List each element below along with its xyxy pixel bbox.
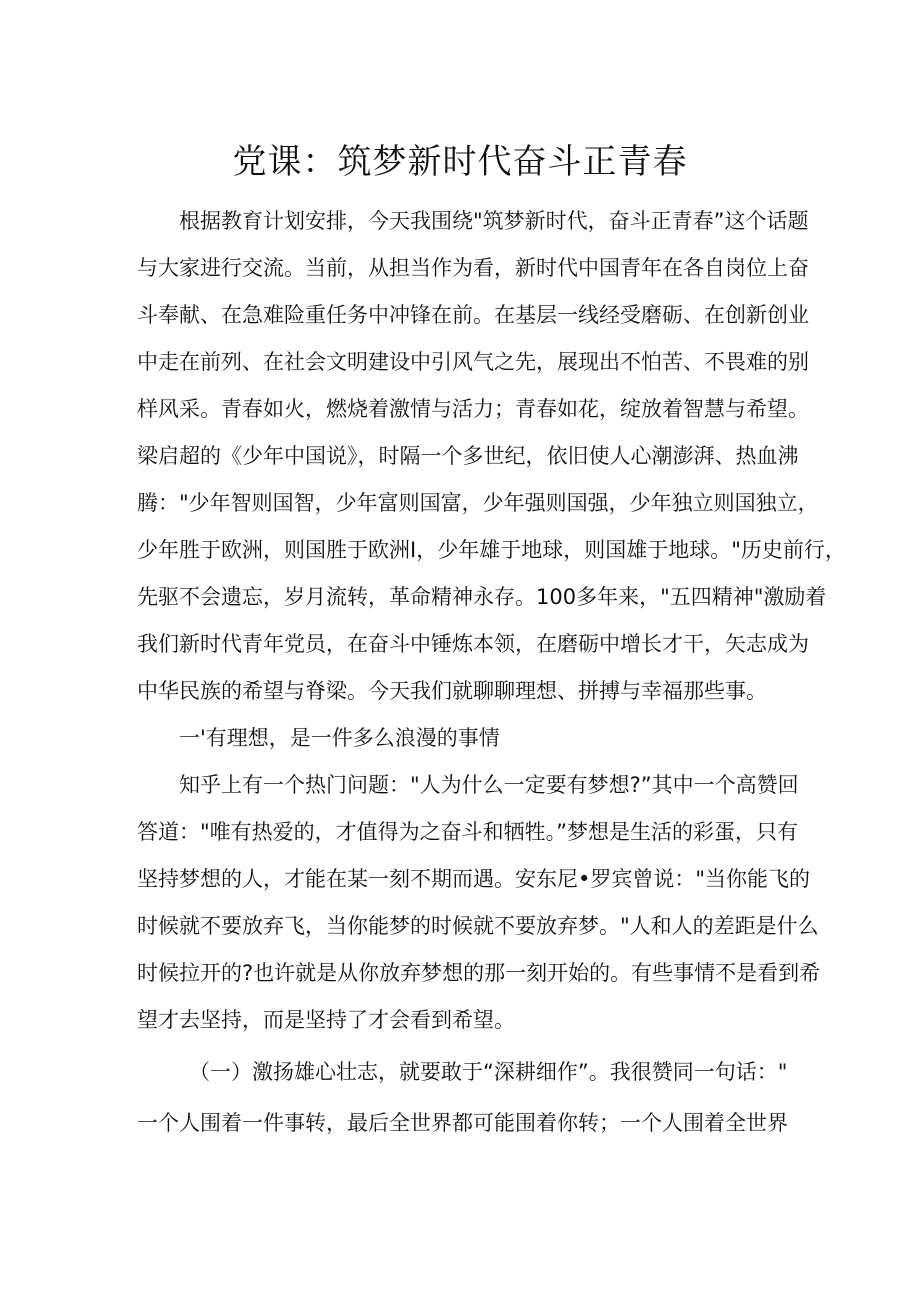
document-body (137, 198, 846, 1147)
text-line: 时候拉开的?也许就是从你放弃梦想的那一刻开始的。有些事情不是看到希 (137, 961, 821, 985)
document-title: 党课：筑梦新时代奋斗正青春 (232, 142, 688, 182)
text-line: 斗奉献、在急难险重任务中冲锋在前。在基层一线经受磨砺、在创新创业 (137, 303, 809, 327)
text-line: 望才去坚持，而是坚持了才会看到希望。 (137, 1008, 515, 1032)
text-line: 一个人围着一件事转，最后全世界都可能围着你转；一个人围着全世界 (137, 1111, 788, 1135)
section-heading (137, 715, 785, 762)
text-line: （一）激扬雄心壮志，就要敢于“深耕细作”。我很赞同一句话：" (189, 1060, 788, 1084)
heading-line: 一'有理想，是一件多么浪漫的事情 (179, 726, 500, 750)
text-line: 知乎上有一个热门问题："人为什么一定要有梦想?”其中一个高赞回 (179, 773, 799, 797)
text-line: 坚持梦想的人，才能在某一刻不期而遇。安东尼•罗宾曾说："当你能飞的 (137, 867, 811, 891)
text-line: 样风采。青春如火，燃烧着激情与活力；青春如花，绽放着智慧与希望。 (137, 397, 809, 421)
paragraph-intro (137, 198, 846, 715)
text-line: 少年胜于欧洲，则国胜于欧洲I，少年雄于地球，则国雄于地球。"历史前行， (137, 538, 846, 562)
text-line: 与大家进行交流。当前，从担当作为看，新时代中国青年在各自岗位上奋 (137, 256, 809, 280)
paragraph-zhihu (137, 762, 821, 1044)
text-line: 中走在前列、在社会文明建设中引风气之先，展现出不怕苦、不畏难的别 (137, 350, 809, 374)
text-line: 根据教育计划安排，今天我围绕"筑梦新时代，奋斗正青春”这个话题 (179, 209, 809, 233)
text-line: 时候就不要放弃飞，当你能梦的时候就不要放弃梦。"人和人的差距是什么 (137, 914, 819, 938)
text-line: 答道："唯有热爱的，才值得为之奋斗和牺牲。”梦想是生活的彩蛋，只有 (137, 820, 799, 844)
text-line: 中华民族的希望与脊梁。今天我们就聊聊理想、拼搏与幸福那些事。 (137, 679, 767, 703)
text-line: 腾："少年智则国智，少年富则国富，少年强则国强，少年独立则国独立， (137, 491, 819, 515)
paragraph-section-1 (137, 1044, 788, 1147)
text-line: 先驱不会遗忘，岁月流转，革命精神永存。100多年来，"五四精神"激励着 (137, 585, 827, 609)
text-line: 梁启超的《少年中国说》，时隔一个多世纪，依旧使人心潮澎湃、热血沸 (137, 444, 799, 468)
text-line: 我们新时代青年党员，在奋斗中锤炼本领，在磨砺中增长才干，矢志成为 (137, 632, 809, 656)
